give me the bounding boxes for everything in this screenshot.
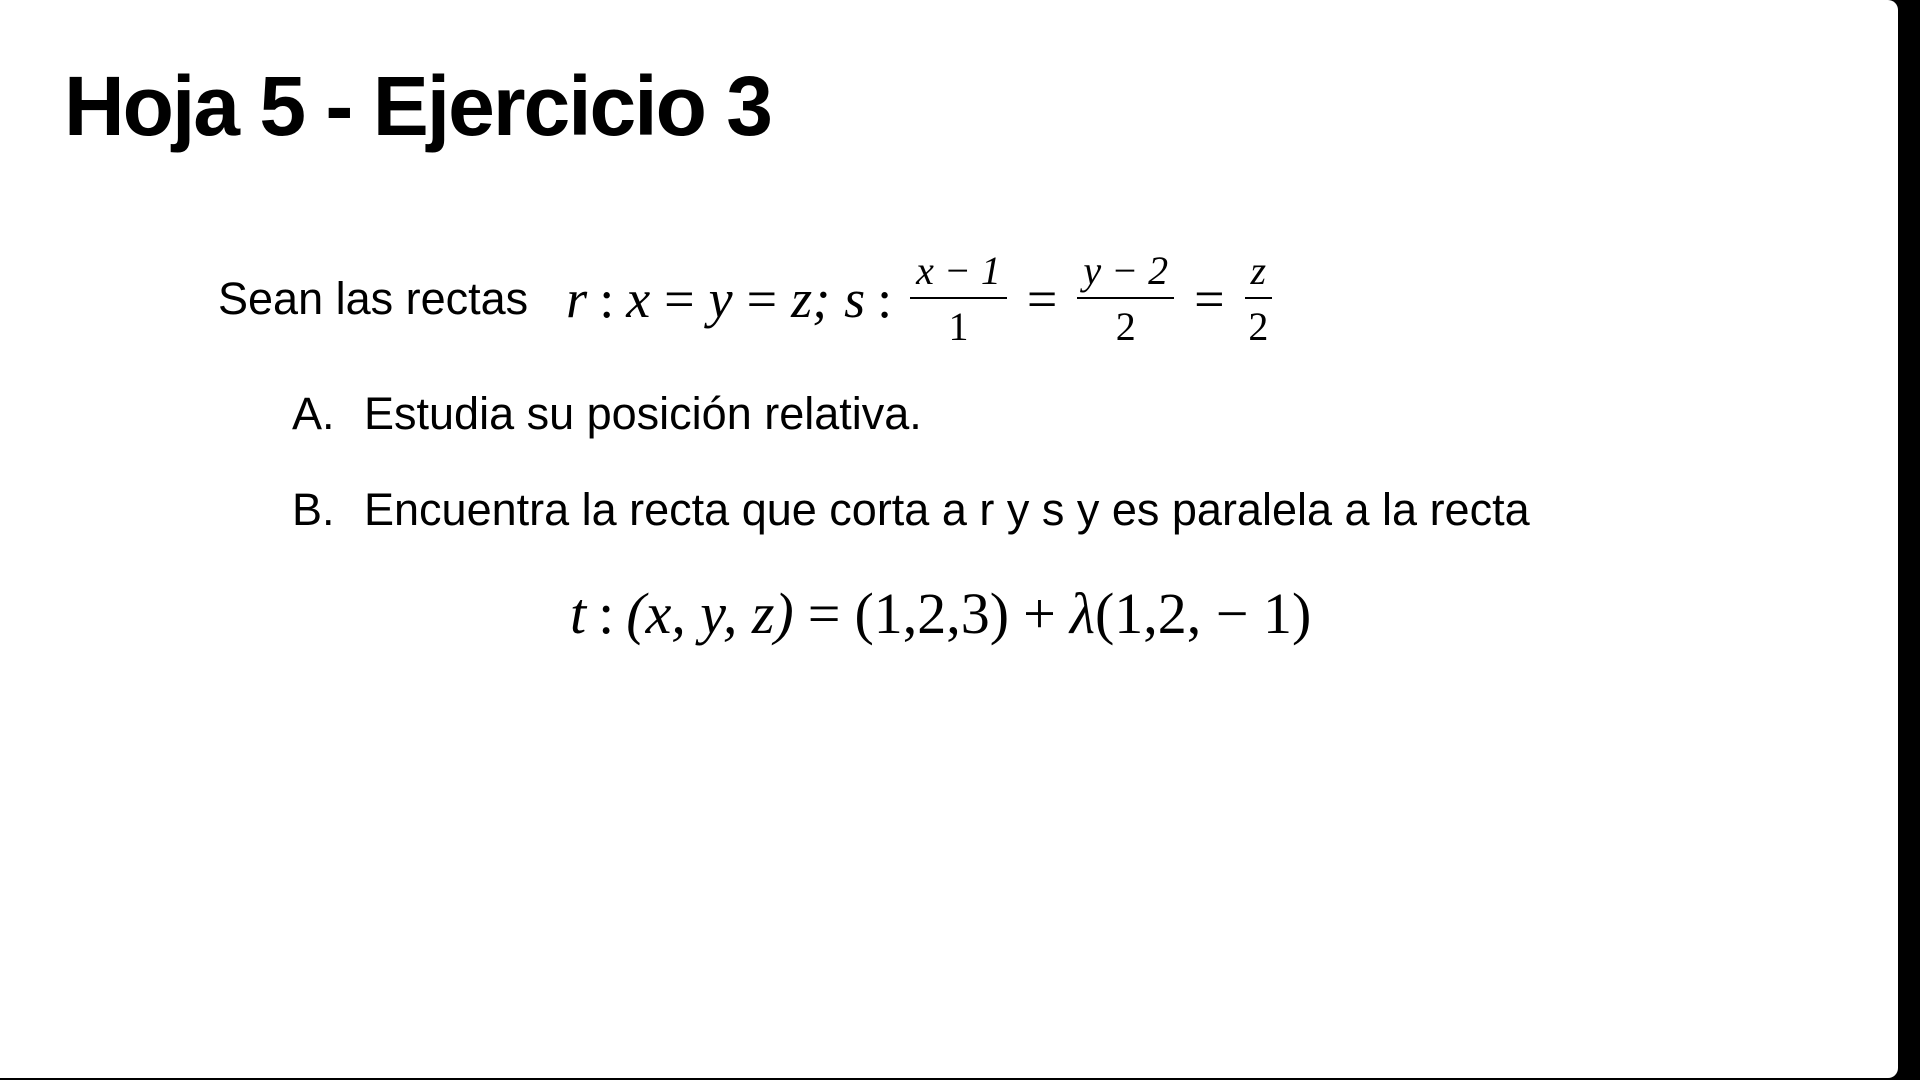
lines-definition bbox=[218, 244, 1278, 354]
line-t-point: (1,2,3) bbox=[854, 581, 1010, 646]
list-item-text: Estudia su posición relativa. bbox=[364, 388, 922, 439]
list-item-marker: B. bbox=[292, 484, 335, 535]
list-item bbox=[292, 484, 1530, 536]
line-t-name: t bbox=[570, 581, 587, 646]
var-y: y bbox=[708, 269, 733, 329]
lines-equation bbox=[566, 248, 1278, 349]
list-item bbox=[292, 388, 922, 440]
lambda-symbol: λ bbox=[1069, 581, 1095, 646]
line-t-direction: (1,2, − 1) bbox=[1094, 581, 1312, 646]
line-r-name: r bbox=[566, 269, 588, 329]
colon-symbol: : bbox=[599, 269, 615, 329]
list-item-text: Encuentra la recta que corta a r y s y es paralela a la recta bbox=[364, 484, 1530, 535]
line-t-equation bbox=[570, 580, 1311, 647]
fraction-x-denominator: 1 bbox=[948, 304, 969, 349]
plus-symbol: + bbox=[1023, 581, 1056, 646]
var-x: x bbox=[626, 269, 651, 329]
list-item-marker: A. bbox=[292, 388, 335, 439]
colon-symbol: : bbox=[598, 581, 615, 646]
fraction-x bbox=[910, 248, 1007, 349]
fraction-z-denominator: 2 bbox=[1248, 304, 1269, 349]
fraction-y-denominator: 2 bbox=[1115, 304, 1136, 349]
fraction-z bbox=[1245, 248, 1273, 349]
equals-symbol: = bbox=[1026, 269, 1058, 329]
equals-symbol: = bbox=[1194, 269, 1225, 329]
line-s-name: s bbox=[844, 269, 866, 329]
line-t-lhs: (x, y, z) bbox=[626, 581, 794, 646]
var-z: z; bbox=[791, 269, 831, 329]
colon-symbol: : bbox=[877, 269, 893, 329]
equals-symbol: = bbox=[746, 269, 778, 329]
fraction-z-numerator: z bbox=[1245, 251, 1273, 299]
fraction-y-numerator: y − 2 bbox=[1077, 251, 1174, 299]
fraction-y bbox=[1077, 248, 1174, 349]
equals-symbol: = bbox=[807, 581, 841, 646]
intro-text: Sean las rectas bbox=[218, 273, 529, 324]
slide-title: Hoja 5 - Ejercicio 3 bbox=[64, 59, 771, 153]
equals-symbol: = bbox=[664, 269, 695, 329]
fraction-x-numerator: x − 1 bbox=[910, 251, 1007, 299]
